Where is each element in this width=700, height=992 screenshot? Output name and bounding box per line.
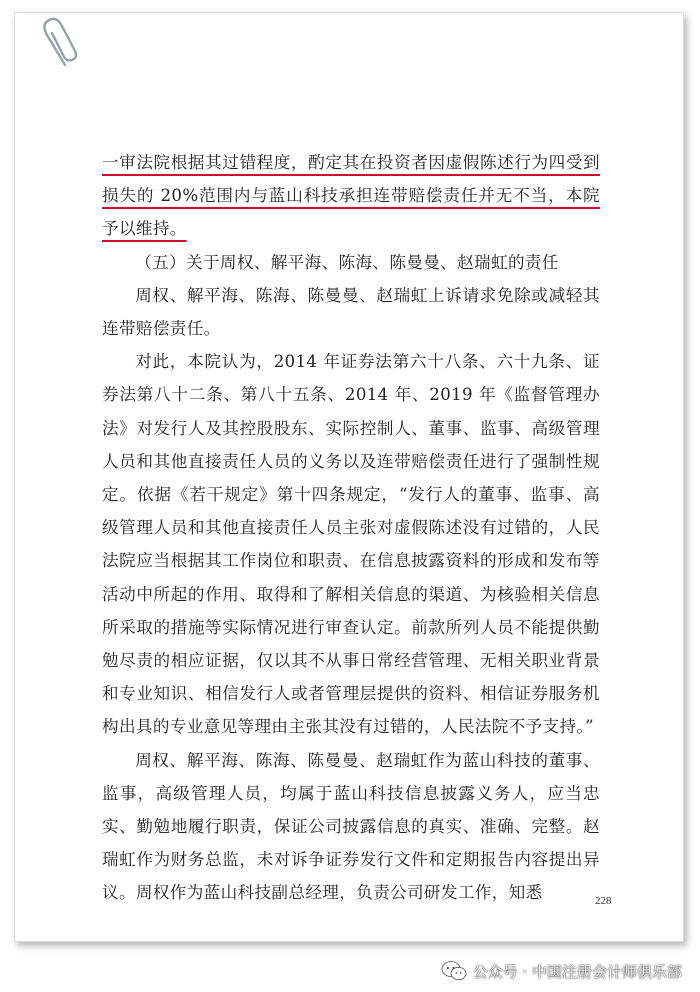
paperclip-icon	[37, 15, 77, 71]
section-heading: （五）关于周权、解平海、陈海、陈曼曼、赵瑞虹的责任	[135, 252, 559, 272]
paragraph: 对此，本院认为，2014 年证券法第六十八条、六十九条、证券法第八十二条、第八十五条、2014 年、2019 年《监督管理办法》对发行人及其控股股东、实际控制人、董事、监事、高级管理人员和其他直接责任人员的义务以及连带赔偿责任进行了强制性规定。依据《若干规定》第十四条规定，“发行人的董事、监事、高级管理人员和其他直接责任人员主张对虚假陈述没有过错的，人民法院应当根据其工作岗位和职责、在信息披露资料的形成和发布等活动中所起的作用、取得和了解相关信息的渠道、为核验相关信息所采取的措施等实际情况进行审查认定。前款所列人员不能提供勤勉尽责的相应证据，仅以其不从事日常经营管理、无相关职业背景和专业知识、相信发行人或者管理层提供的资料、相信证券服务机构出具的专业意见等理由主张其没有过错的，人民法院不予支持。”	[102, 352, 600, 737]
paragraph: 周权、解平海、陈海、陈曼曼、赵瑞虹作为蓝山科技的董事、监事，高级管理人员，均属于蓝山科技信息披露义务人，应当忠实、勤勉地履行职责，保证公司披露信息的真实、准确、完整。赵瑞虹作为财务总监，未对诉争证券发行文件和定期报告内容提出异议。周权作为蓝山科技副总经理，负责公司研发工作，知悉	[102, 750, 600, 903]
watermark-text: 公众号 · 中国注册会计师俱乐部	[472, 962, 682, 981]
paragraph-underlined: 一审法院根据其过错程度，酌定其在投资者因虚假陈述行为四受到损失的 20%范围内与蓝山科技承担连带赔偿责任并无不当，本院予以维持。	[102, 153, 600, 239]
wechat-icon	[441, 960, 467, 982]
page-number: 228	[595, 895, 612, 907]
watermark	[441, 960, 682, 982]
paragraph: 周权、解平海、陈海、陈曼曼、赵瑞虹上诉请求免除或减轻其连带赔偿责任。	[102, 285, 600, 339]
document-body	[102, 146, 600, 910]
